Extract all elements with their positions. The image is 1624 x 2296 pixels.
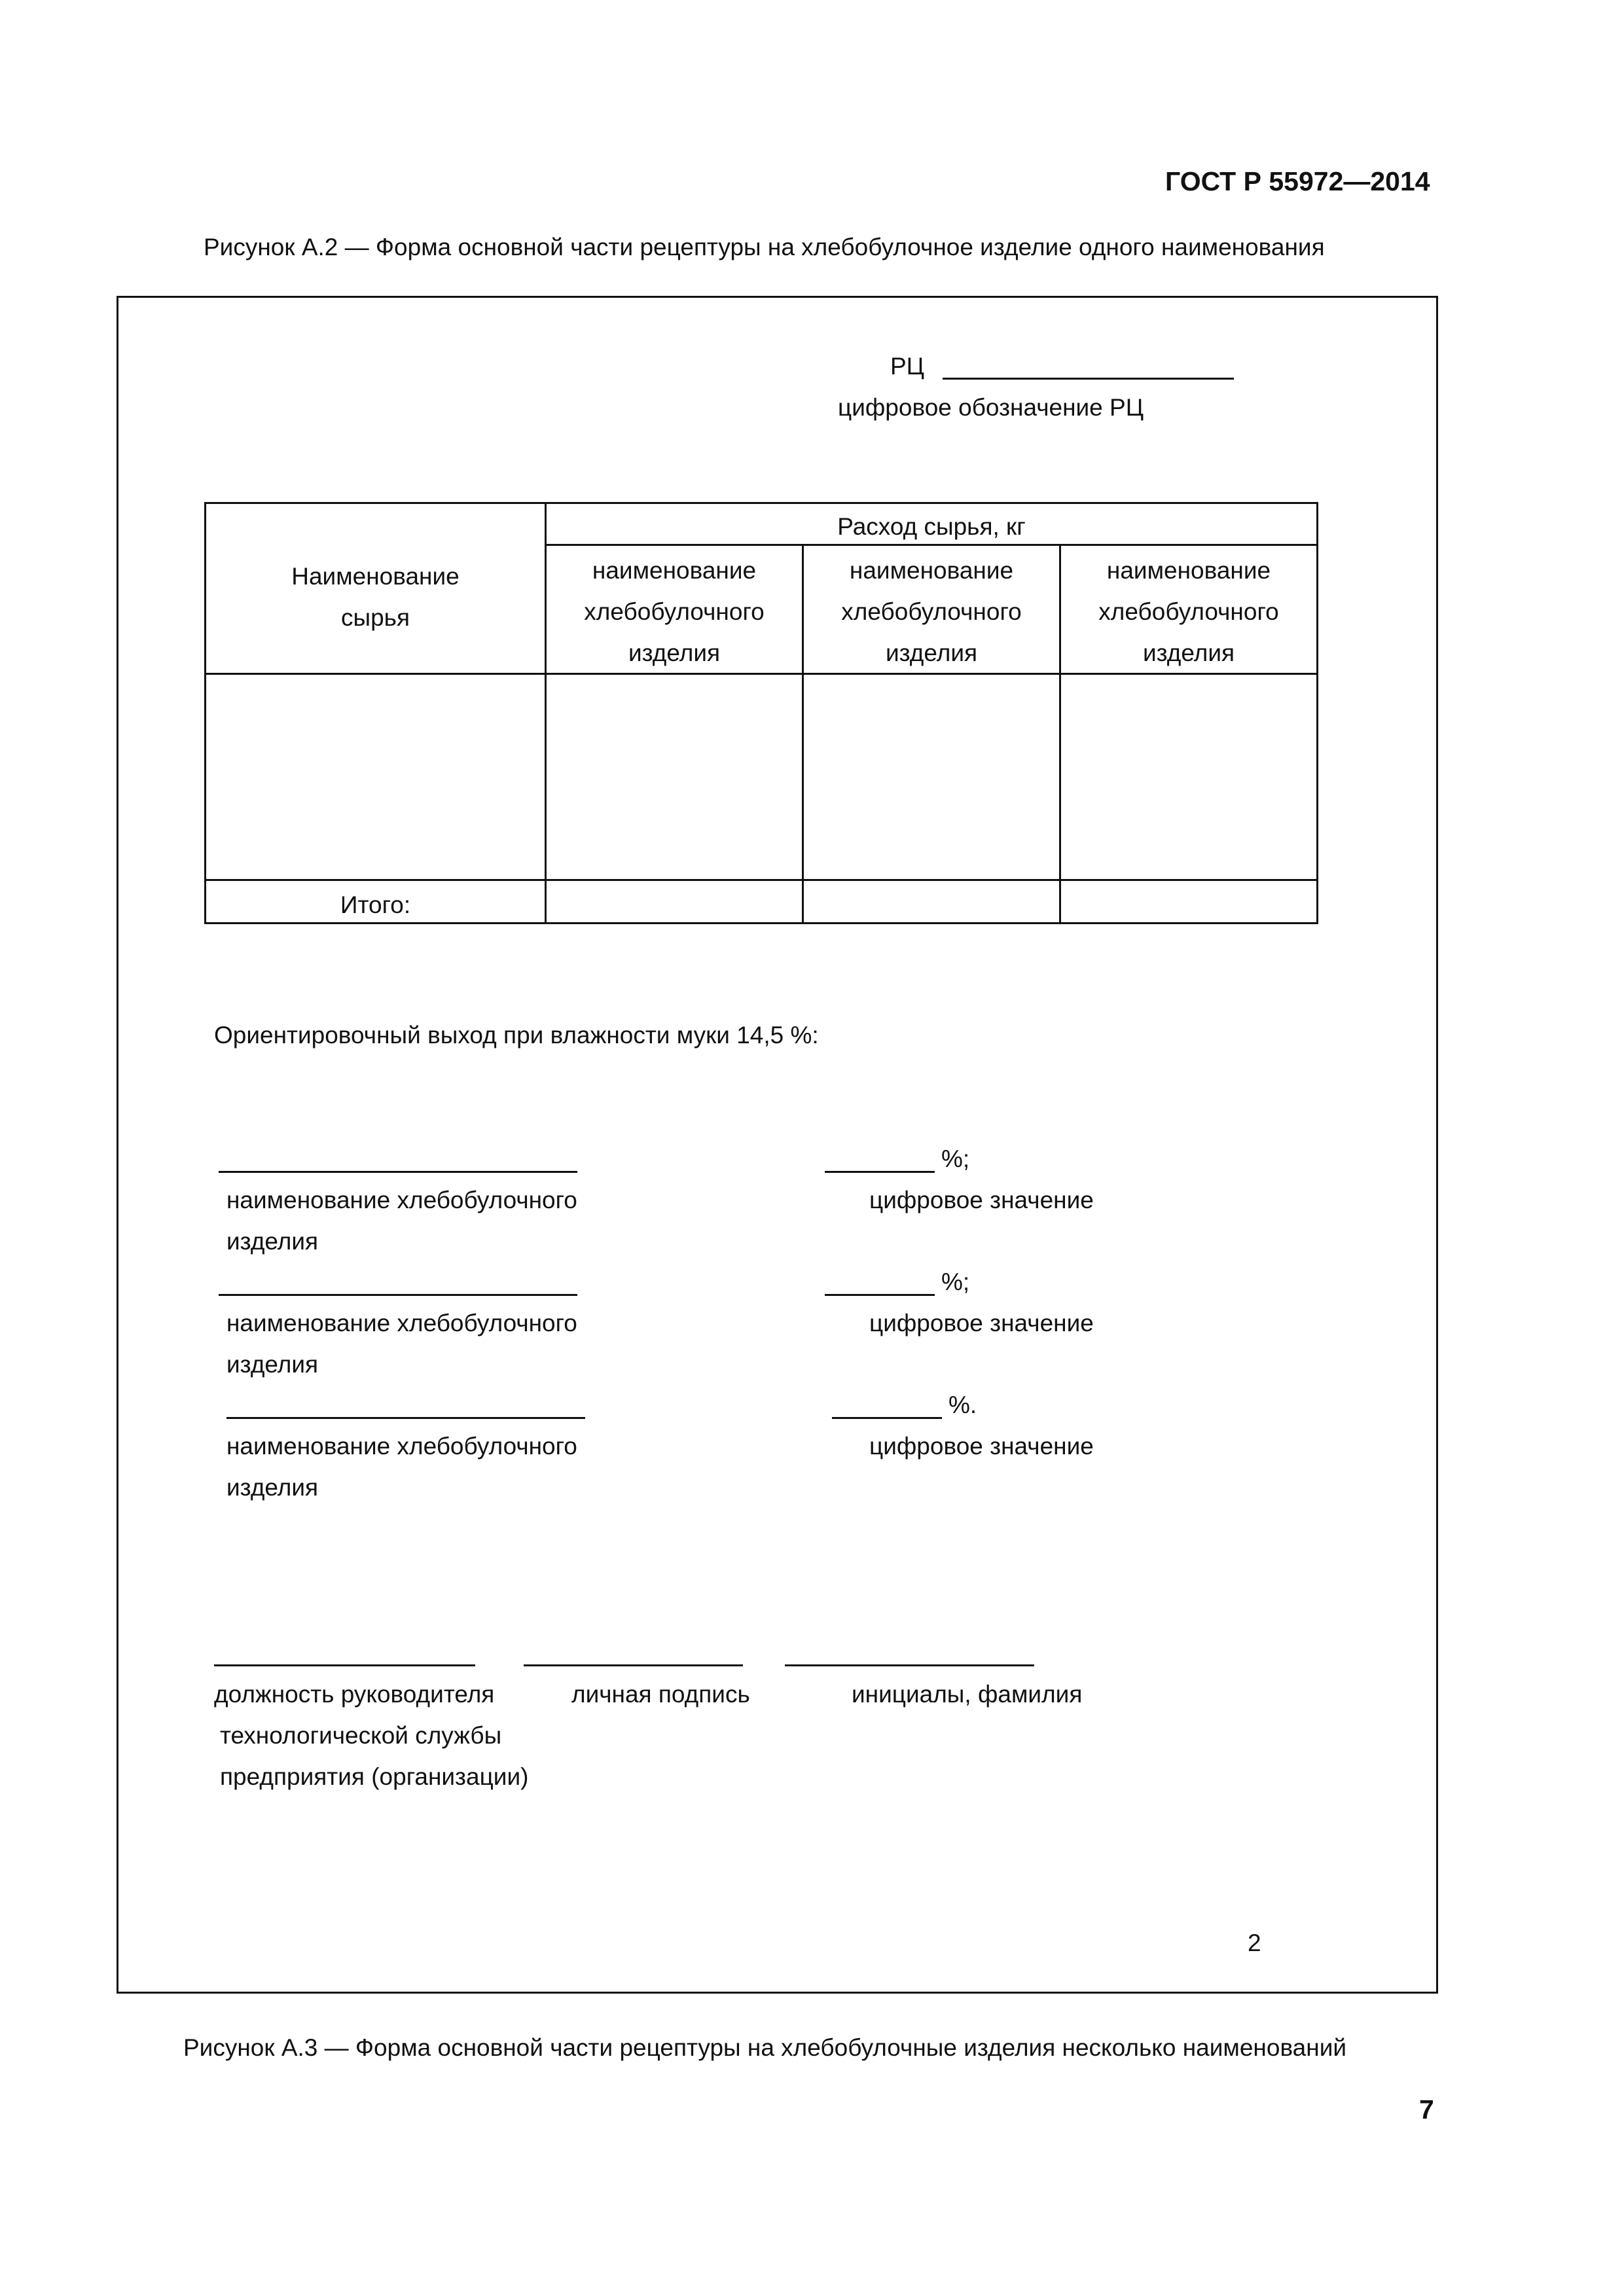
product-2-line2: хлебобулочного bbox=[841, 598, 1022, 625]
position-caption-line3: предприятия (организации) bbox=[220, 1763, 529, 1790]
figure-caption-bottom: Рисунок А.3 — Форма основной части рецептуры на хлебобулочные изделия несколько наименований bbox=[183, 2034, 1347, 2061]
position-line bbox=[214, 1664, 475, 1666]
figure-caption-top: Рисунок А.2 — Форма основной части рецептуры на хлебобулочное изделие одного наименования bbox=[204, 234, 1325, 260]
raw-material-table bbox=[204, 502, 1318, 924]
yield-2-value-caption: цифровое значение bbox=[869, 1310, 1094, 1336]
yield-2-name-caption-line2: изделия bbox=[226, 1351, 319, 1378]
yield-1-value-caption: цифровое значение bbox=[869, 1187, 1094, 1213]
yield-1-suffix: %; bbox=[941, 1145, 970, 1172]
group-header-consumption bbox=[547, 510, 1316, 544]
yield-3-name-caption-line2: изделия bbox=[226, 1474, 319, 1501]
yield-2-suffix: %; bbox=[941, 1268, 970, 1295]
position-caption-line1: должность руководителя bbox=[214, 1681, 495, 1708]
column-header-product-2 bbox=[804, 548, 1059, 675]
signature-line bbox=[524, 1664, 743, 1666]
product-1-line2: хлебобулочного bbox=[584, 598, 765, 625]
yield-1-name-line bbox=[219, 1171, 577, 1173]
product-2-line1: наименование bbox=[849, 557, 1014, 584]
product-3-line1: наименование bbox=[1106, 557, 1271, 584]
yield-3-value-caption: цифровое значение bbox=[869, 1433, 1094, 1460]
rc-underline bbox=[943, 378, 1234, 380]
product-1-line3: изделия bbox=[628, 639, 721, 666]
full-name-caption: инициалы, фамилия bbox=[852, 1681, 1083, 1708]
position-caption-line2: технологической службы bbox=[220, 1722, 502, 1749]
yield-3-value-line bbox=[832, 1417, 942, 1419]
product-2-line3: изделия bbox=[885, 639, 978, 666]
full-name-line bbox=[785, 1664, 1034, 1666]
yield-2-name-caption-line1: наименование хлебобулочного bbox=[226, 1310, 577, 1336]
product-1-line1: наименование bbox=[592, 557, 757, 584]
total-row-label bbox=[206, 888, 545, 922]
inner-page-number: 2 bbox=[1248, 1929, 1261, 1956]
yield-1-value-line bbox=[825, 1171, 935, 1173]
column-header-raw-material-line1: Наименование bbox=[291, 563, 460, 590]
rc-caption: цифровое обозначение РЦ bbox=[838, 394, 1144, 421]
yield-3-suffix: %. bbox=[948, 1391, 977, 1418]
yield-1-name-caption-line1: наименование хлебобулочного bbox=[226, 1187, 577, 1213]
product-3-line3: изделия bbox=[1142, 639, 1235, 666]
column-header-product-3 bbox=[1061, 548, 1316, 675]
column-header-product-1 bbox=[547, 548, 802, 675]
yield-3-name-line bbox=[226, 1417, 585, 1419]
column-header-raw-material bbox=[206, 554, 545, 639]
product-3-line2: хлебобулочного bbox=[1098, 598, 1279, 625]
yield-3-name-caption-line1: наименование хлебобулочного bbox=[226, 1433, 577, 1460]
column-header-raw-material-line2: сырья bbox=[341, 604, 410, 631]
total-label-text: Итого: bbox=[340, 891, 411, 918]
yield-title: Ориентировочный выход при влажности муки 14,5 %: bbox=[214, 1022, 819, 1049]
yield-1-name-caption-line2: изделия bbox=[226, 1228, 319, 1255]
yield-2-name-line bbox=[219, 1294, 577, 1296]
rc-label: РЦ bbox=[890, 353, 925, 380]
standard-designation: ГОСТ Р 55972—2014 bbox=[1165, 166, 1430, 196]
signature-caption: личная подпись bbox=[571, 1681, 750, 1708]
page-number: 7 bbox=[1419, 2094, 1434, 2125]
group-header-consumption-text: Расход сырья, кг bbox=[837, 513, 1026, 540]
yield-2-value-line bbox=[825, 1294, 935, 1296]
